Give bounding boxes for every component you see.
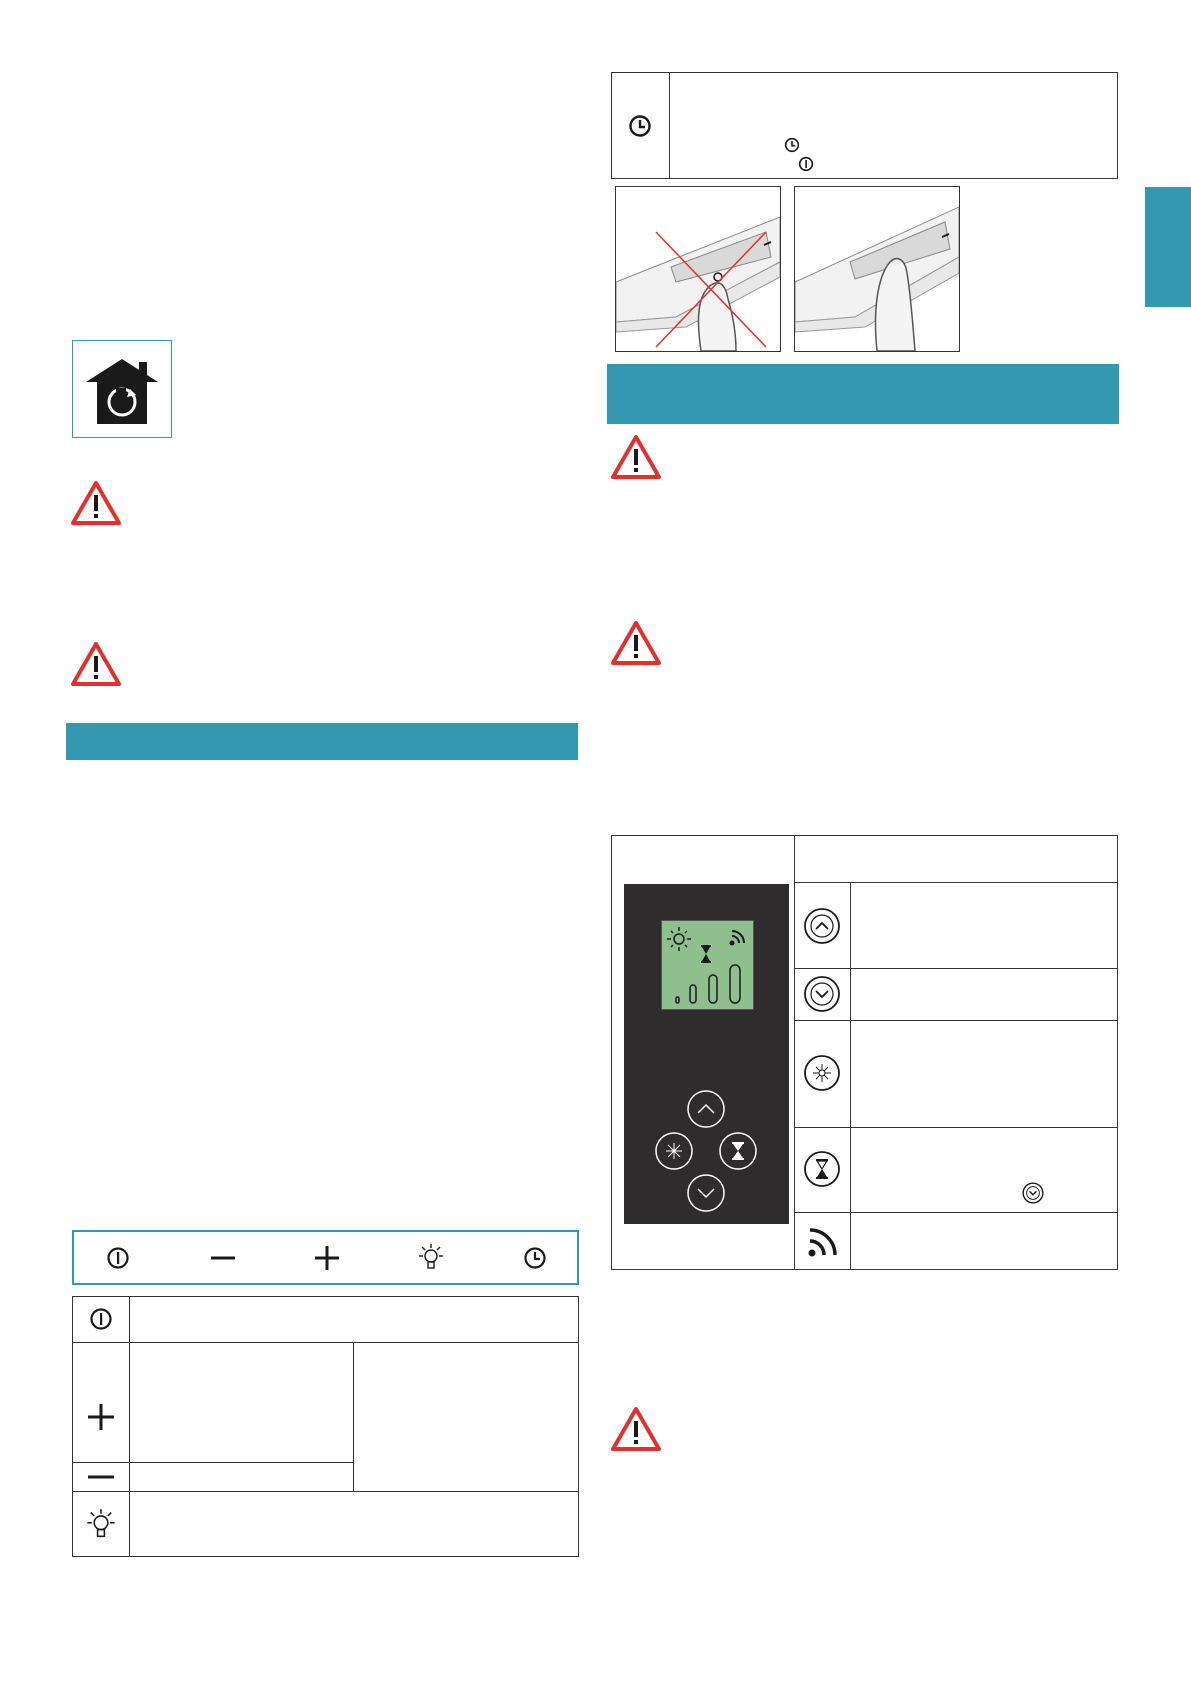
house-recycle-icon [73,341,171,437]
power-icon [89,1307,113,1331]
warning-icon [610,620,662,666]
remote-display [661,920,754,1010]
control-strip [72,1230,579,1285]
warning-icon [70,641,122,687]
section-header-bar [66,723,578,760]
chevron-down-icon [803,975,841,1013]
light-icon [417,1243,445,1273]
minus-icon [87,1464,115,1490]
power-icon [798,156,814,172]
warning-icon [70,480,122,526]
minus-icon [210,1246,236,1270]
timer-info-box [611,72,1118,179]
side-tab [1145,187,1191,307]
warning-icon [610,434,662,480]
timer-icon [523,1246,547,1270]
chevron-down-icon [1022,1182,1044,1204]
chevron-up-icon [803,907,841,945]
touch-correct-photo [794,186,960,352]
plus-icon [314,1245,340,1271]
warning-icon [610,1406,662,1452]
section-header-bar [607,364,1119,424]
plus-icon [87,1403,115,1431]
remote-buttons [654,1089,759,1219]
power-icon [106,1246,130,1270]
remote-control [624,884,789,1224]
recycle-icon-box [72,340,172,438]
touch-wrong-photo [615,186,781,352]
light-icon [85,1508,117,1542]
hourglass-icon [803,1150,841,1188]
timer-icon [784,137,800,153]
timer-icon [628,114,652,138]
legend-table [72,1296,579,1557]
light-icon [803,1054,841,1092]
wifi-icon [806,1225,840,1259]
